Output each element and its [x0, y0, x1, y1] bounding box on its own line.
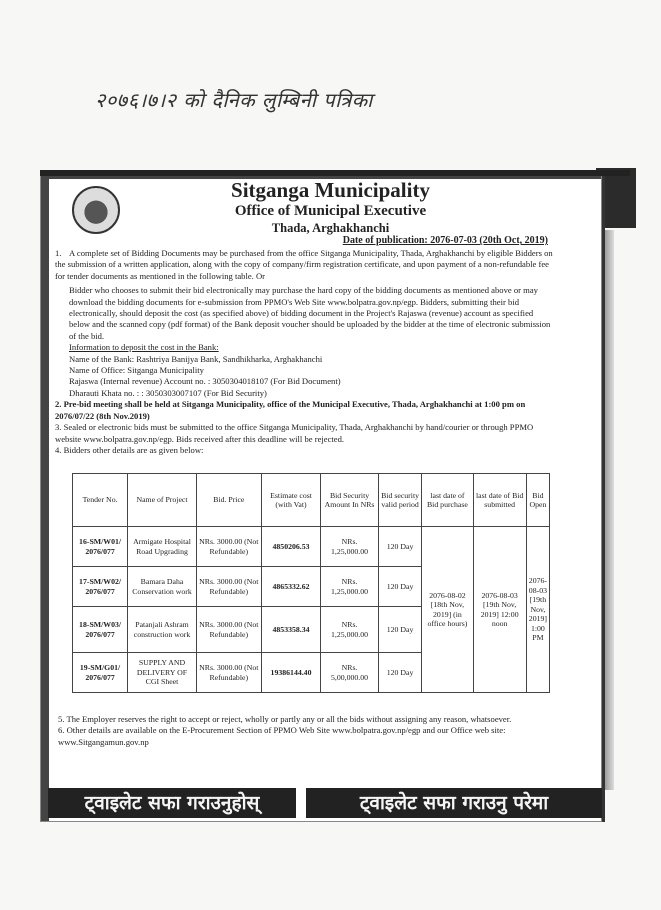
cell-security: NRs. 1,25,000.00 [321, 607, 378, 653]
cell-valid: 120 Day [378, 653, 422, 693]
cell-project: SUPPLY AND DELIVERY OF CGI Sheet [128, 653, 197, 693]
cell-project: Armigate Hospital Road Upgrading [128, 527, 197, 567]
notice-footer [58, 714, 558, 748]
notice-title: Sitganga Municipality [231, 178, 430, 202]
cell-estimate: 4853358.34 [261, 607, 321, 653]
th-project: Name of Project [128, 474, 197, 527]
cell-valid: 120 Day [378, 567, 422, 607]
banner-left: ट्वाइलेट सफा गराउनुहोस् [48, 788, 296, 818]
handwritten-note: २०७६।७।२ को दैनिक लुम्बिनी पत्रिका [95, 88, 373, 112]
th-bid-open: Bid Open [526, 474, 549, 527]
cell-security: NRs. 1,25,000.00 [321, 527, 378, 567]
cell-price: NRs. 3000.00 (Not Refundable) [196, 527, 261, 567]
cell-estimate: 19386144.40 [261, 653, 321, 693]
cell-price: NRs. 3000.00 (Not Refundable) [196, 653, 261, 693]
th-estimate: Estimate cost (with Vat) [261, 474, 321, 527]
bank-name: Name of the Bank: Rashtriya Banijya Bank, Sandhikharka, Arghakhanchi [69, 353, 323, 364]
rajaswa-account: Rajaswa (Internal revenue) Account no. : 3050304018107 (For Bid Document) [69, 376, 341, 387]
office-name: Name of Office: Sitganga Municipality [69, 365, 204, 376]
scan-shadow-edge [600, 230, 614, 790]
item-3: 3. Sealed or electronic bids must be submitted to the office Sitganga Municipality, Thada, Arghakhanchi by hand/courier or through PPMO website www.bolpatra.gov.np/egp. Bids received after this deadline will be rejected. [55, 422, 534, 444]
cell-valid: 120 Day [378, 527, 422, 567]
th-bid-price: Bid. Price [196, 474, 261, 527]
bank-heading: Information to deposit the cost in the Bank: [69, 342, 219, 353]
cell-price: NRs. 3000.00 (Not Refundable) [196, 607, 261, 653]
cell-security: NRs. 5,00,000.00 [321, 653, 378, 693]
th-tender-no: Tender No. [73, 474, 128, 527]
item-6: 6. Other details are available on the E-Procurement Section of PPMO Web Site www.bolpatra.gov.np/egp and our Office web site: www.Sitgangamun.gov.np [58, 725, 506, 747]
th-valid: Bid security valid period [378, 474, 422, 527]
table-row [73, 527, 550, 567]
cell-estimate: 4865332.62 [261, 567, 321, 607]
table-header-row [73, 474, 550, 527]
cell-project: Bamara Daha Conservation work [128, 567, 197, 607]
banner-right: ट्वाइलेट सफा गराउनु परेमा [306, 788, 602, 818]
clipping-top-edge [40, 170, 630, 176]
cell-estimate: 4850206.53 [261, 527, 321, 567]
notice-address: Thada, Arghakhanchi [271, 221, 390, 235]
item-1: 1. A complete set of Bidding Documents may be purchased from the office Sitganga Municipality, Thada, Arghakhanchi by eligible Bidders on the submission of a written application, along with the copy of company/firm registration certificate, and upon payment of a non-refundable fee for tender documents as mentioned in the following table. Or [55, 248, 553, 281]
cell-tender: 16-SM/W01/ 2076/077 [73, 527, 128, 567]
publication-date: Date of publication: 2076-07-03 (20th Oct, 2019) [342, 235, 548, 246]
cell-last-purchase: 2076-08-02 [18th Nov, 2019] (in office hours) [422, 527, 473, 693]
cell-tender: 17-SM/W02/ 2076/077 [73, 567, 128, 607]
cell-valid: 120 Day [378, 607, 422, 653]
cell-tender: 19-SM/G01/ 2076/077 [73, 653, 128, 693]
notice-body [55, 248, 555, 456]
cell-project: Patanjali Ashram construction work [128, 607, 197, 653]
bid-details-table [72, 473, 550, 693]
notice-office: Office of Municipal Executive [234, 203, 427, 219]
th-last-submit: last date of Bid submitted [473, 474, 526, 527]
item-4: 4. Bidders other details are as given below: [55, 444, 204, 455]
cell-last-submit: 2076-08-03 [19th Nov, 2019] 12:00 noon [473, 527, 526, 693]
dharauti-account: Dharauti Khata no. : : 3050303007107 (For Bid Security) [69, 387, 267, 398]
cell-price: NRs. 3000.00 (Not Refundable) [196, 567, 261, 607]
th-last-purchase: last date of Bid purchase [422, 474, 473, 527]
item-2: 2. Pre-bid meeting shall be held at Sitganga Municipality, office of the Municipal Executive, Thada, Arghakhanchi at 1:00 pm on 2076/07/22 (8th Nov.2019) [55, 399, 526, 421]
item-5: 5. The Employer reserves the right to accept or reject, wholly or partly any or all the bids without assigning any reason, whatsoever. [58, 714, 512, 724]
item-1-electronic: Bidder who chooses to submit their bid electronically may purchase the hard copy of the bidding documents as mentioned above or may download the bidding documents for e-submission from PPMO's Web Site www.bolpatra.gov.np/egp. Bidders, submitting their bid electronically, should deposit the cost (as specified above) of bidding document in the Project's Rajaswa (revenue) account as specified below and the scanned copy (pdf format) of the Bank deposit voucher should be uploaded by the bidder at the time of electronic submission of the bid. [69, 285, 551, 341]
cell-bid-open: 2076-08-03 [19th Nov, 2019] 1:00 PM [526, 527, 549, 693]
th-security: Bid Security Amount In NRs [321, 474, 378, 527]
cell-security: NRs. 1,25,000.00 [321, 567, 378, 607]
cell-tender: 18-SM/W03/ 2076/077 [73, 607, 128, 653]
